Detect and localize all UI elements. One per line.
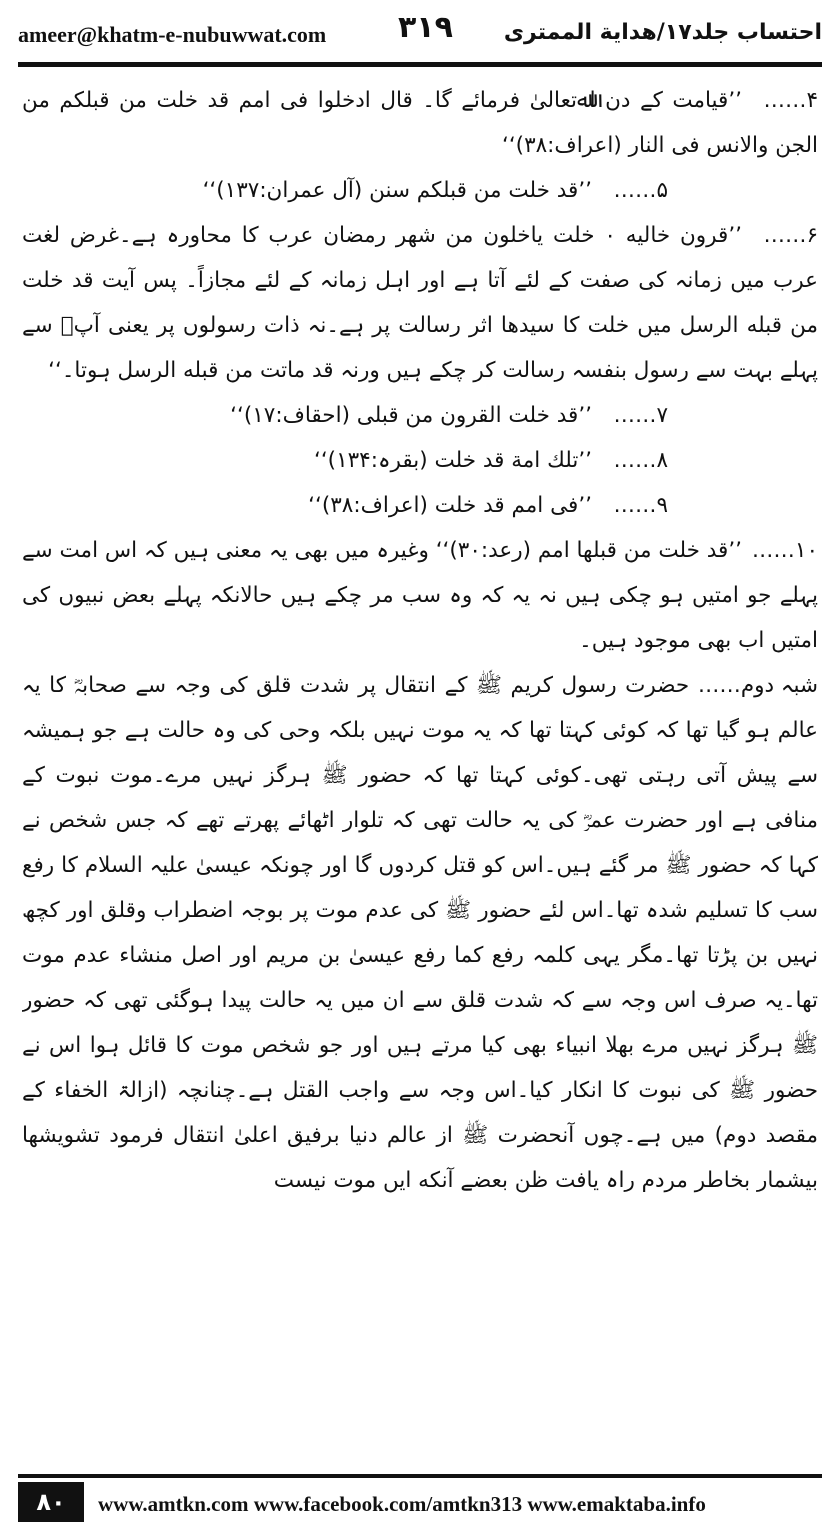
header-rule	[18, 62, 822, 67]
footer-links: www.amtkn.com www.facebook.com/amtkn313 www.emaktaba.info	[98, 1492, 706, 1516]
section-heading: شبہ دوم……	[697, 673, 818, 698]
page-header	[18, 8, 822, 60]
item-number: ۹……	[613, 493, 668, 518]
doubt-two-paragraph	[22, 663, 818, 1203]
item-number: ۸……	[613, 448, 668, 473]
paragraph-8	[22, 438, 818, 483]
paragraph-text: ’’قیامت کے دن اﷲتعالیٰ فرمائے گا۔ قال ادخلوا فی امم قد خلت من قبلکم من الجن والانس فی النار (اعراف:۳۸)‘‘	[22, 88, 818, 158]
paragraph-9	[22, 483, 818, 528]
paragraph-4	[22, 78, 818, 168]
paragraph-text: ’’قد خلت من قبلکم سنن (آل عمران:۱۳۷)‘‘	[202, 178, 592, 203]
item-number: ۷……	[613, 403, 668, 428]
paragraph-10	[22, 528, 818, 663]
paragraph-text: ’’تلك امة قد خلت (بقرہ:۱۳۴)‘‘	[314, 448, 592, 473]
book-title: احتساب جلد۱۷/هدایة الممتری	[503, 20, 822, 45]
page-number: ۳۱۹	[398, 10, 453, 45]
page-body	[22, 78, 818, 1448]
page-footer	[18, 1474, 822, 1524]
paragraph-text: ’’قد خلت من قبلها امم (رعد:۳۰)‘‘ وغیرہ میں بھی یہ معنی ہیں کہ اس امت سے پہلے جو امتیں ہو چکی ہیں نہ یہ کہ وہ سب مر چکے ہیں حالانکہ پہلے بعض نبیوں کی امتیں اب بھی موجود ہیں۔	[22, 538, 818, 653]
paragraph-text: ’’قرون خالیه ۰ خلت یاخلون من شهر رمضان عرب کا محاورہ ہے۔غرض لغت عرب میں زمانہ کی صفت کے لئے آتا ہے اور اہل زمانہ کے لئے مجازاً۔ پس آیت قد خلت من قبله الرسل میں خلت کا سیدھا اثر رسالت پر ہے۔نہ ذات رسولوں پر یعنی آپؐ سے پہلے بہت سے رسول بنفسہ رسالت کر چکے ہیں ورنہ قد ماتت من قبله الرسل ہوتا۔‘‘	[22, 223, 818, 383]
paragraph-text: حضرت رسول کریم ﷺ کے انتقال پر شدت قلق کی وجہ سے صحابہؓ کا یہ عالم ہو گیا تھا کہ کوئی کہتا تھا کہ یہ موت نہیں بلکہ وحی کی وہ حالت ہے جو ہمیشہ سے پیش آتی رہتی تھی۔کوئی کہتا تھا کہ حضور ﷺ ہرگز نہیں مرے۔موت نبوت کے منافی ہے اور حضرت عمرؓ کی یہ حالت تھی کہ تلوار اٹھائے پھرتے تھے کہ جس شخص نے کہا کہ حضور ﷺ مر گئے ہیں۔اس کو قتل کردوں گا اور چونکہ عیسیٰ علیہ السلام کا رفع سب کا تسلیم شدہ تھا۔اس لئے حضور ﷺ کی عدم موت پر بوجہ اضطراب وقلق اور کچھ نہیں بن پڑتا تھا۔مگر یہی کلمہ رفع کما رفع عیسیٰ بن مریم اور اصل منشاء عدم موت تھا۔یہ صرف اس وجہ سے کہ شدت قلق سے ان میں یہ حالت پیدا ہوگئی تھی کہ حضور ﷺ ہرگز نہیں مرے بھلا انبیاء بھی کیا مرتے ہیں اور جو شخص موت کا قائل ہوا اس نے حضور ﷺ کی نبوت کا انکار کیا۔اس وجہ سے واجب القتل ہے۔چنانچہ (ازالۃ الخفاء کے مقصد دوم) میں ہے۔چوں آنحضرت ﷺ از عالم دنیا برفیق اعلیٰ انتقال فرمود تشویشها بیشمار بخاطر مردم راہ یافت ظن بعضے آنکه ایں موت نیست	[22, 673, 818, 1193]
item-number: ۵……	[613, 178, 668, 203]
email-address: ameer@khatm-e-nubuwwat.com	[18, 22, 327, 47]
footer-page-number: ۸۰	[18, 1482, 84, 1522]
paragraph-5	[22, 168, 818, 213]
item-number: ۱۰……	[751, 538, 818, 563]
paragraph-text: ’’قد خلت القرون من قبلی (احقاف:۱۷)‘‘	[230, 403, 592, 428]
item-number: ۴……	[763, 88, 818, 113]
item-number: ۶……	[763, 223, 818, 248]
footer-rule	[18, 1474, 822, 1478]
paragraph-7	[22, 393, 818, 438]
paragraph-text: ’’فی امم قد خلت (اعراف:۳۸)‘‘	[308, 493, 592, 518]
paragraph-6	[22, 213, 818, 393]
